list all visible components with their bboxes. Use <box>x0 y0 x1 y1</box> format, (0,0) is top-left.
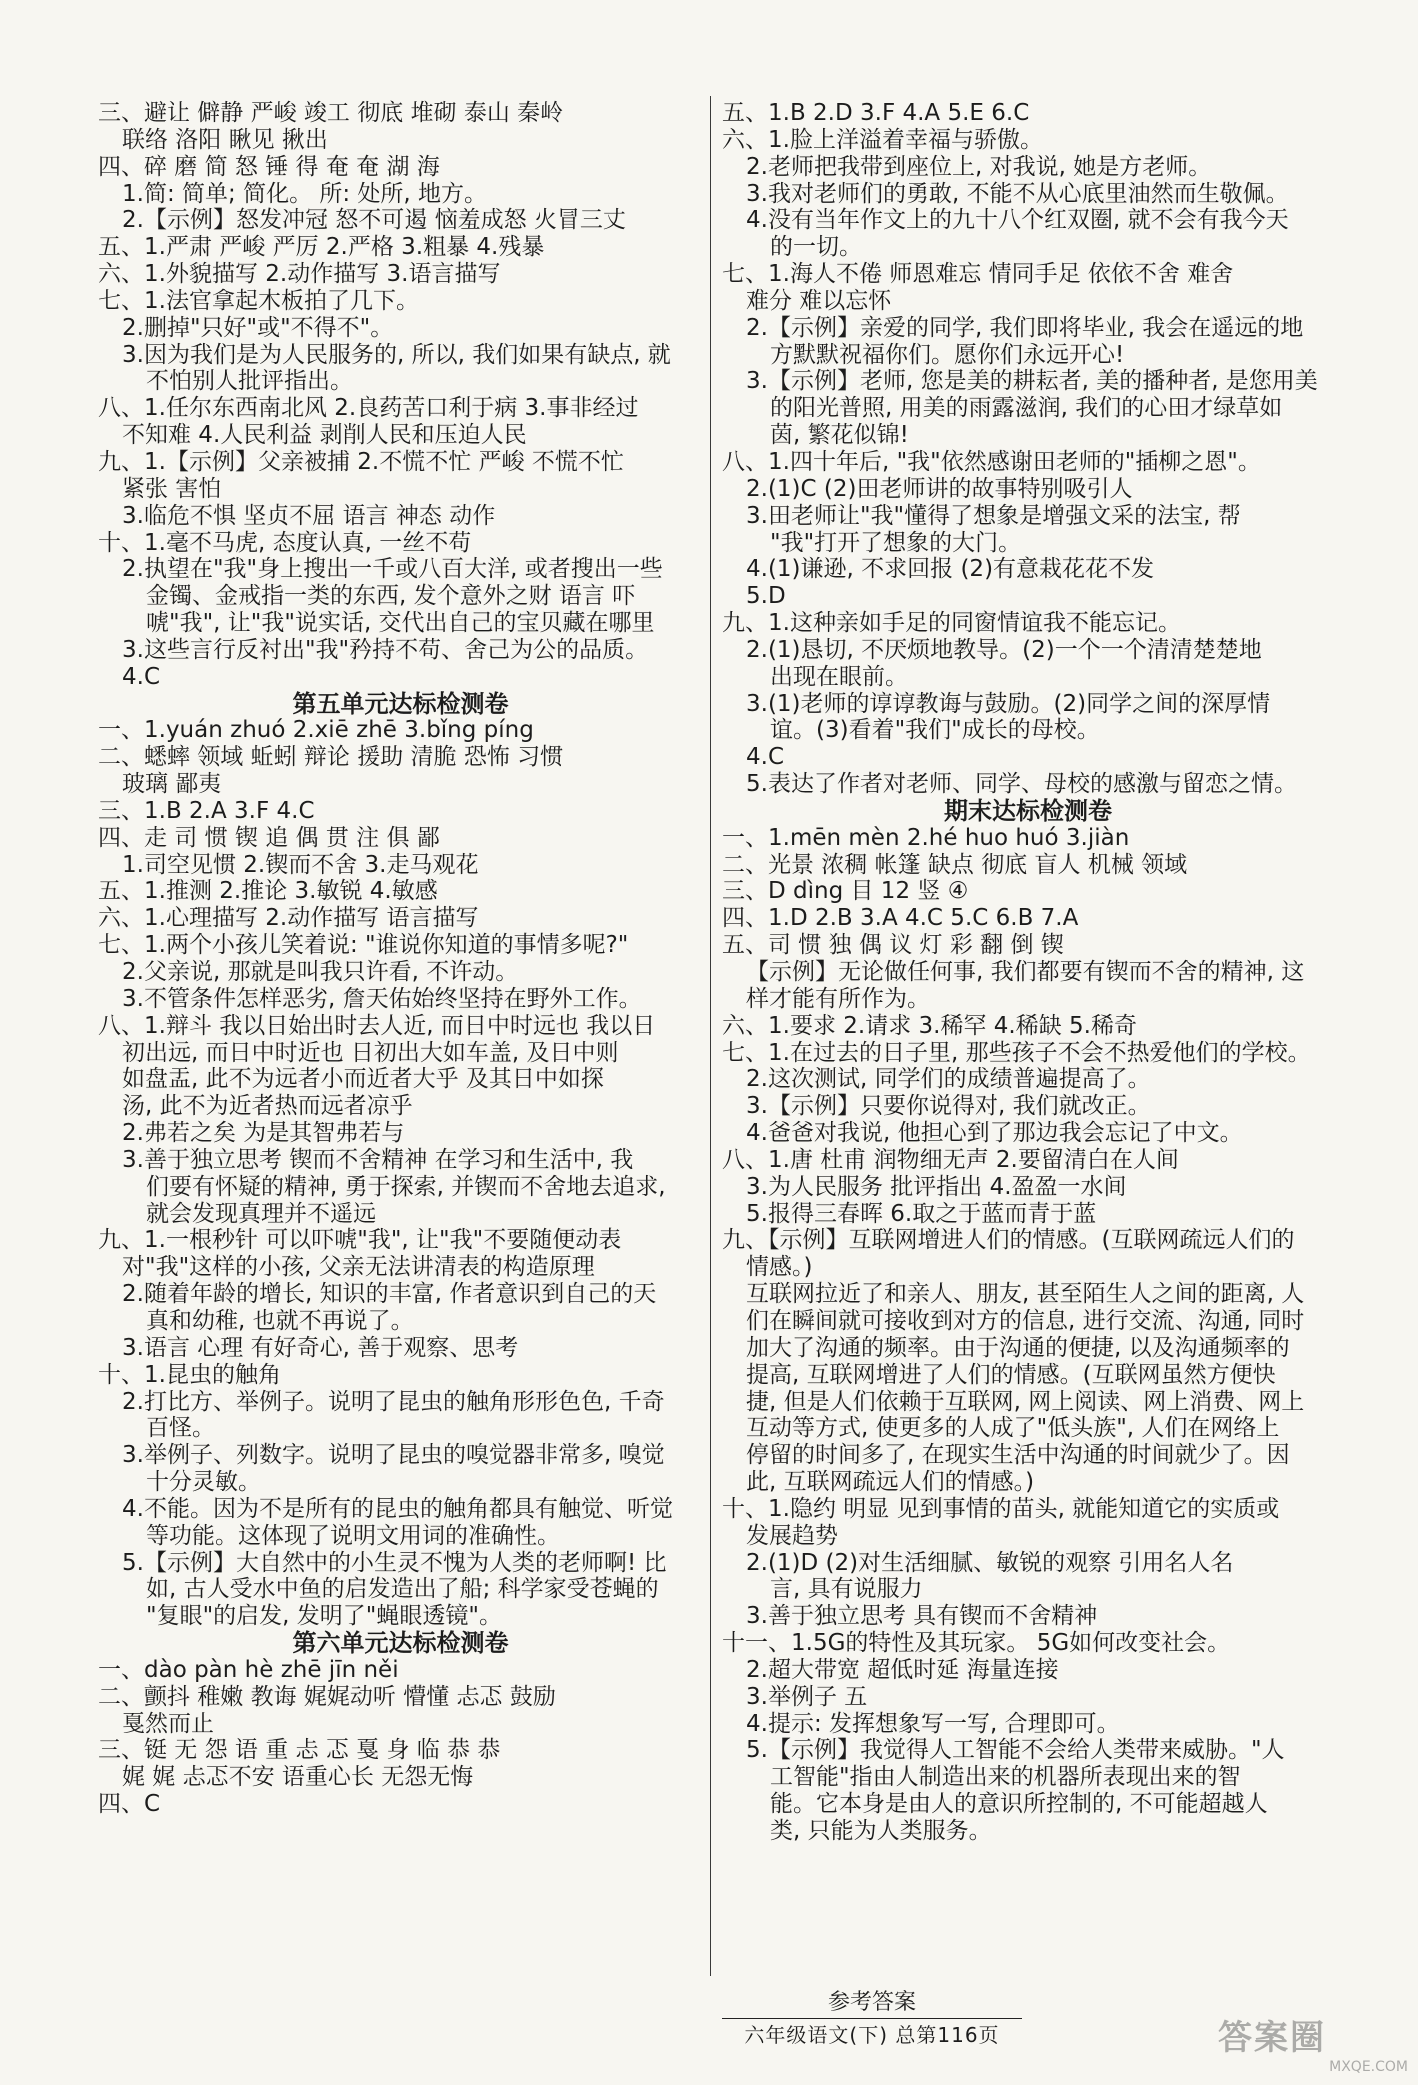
answer-line: 3.我对老师们的勇敢, 不能不从心底里油然而生敬佩。 <box>746 180 1289 207</box>
answer-line: 如, 古人受水中鱼的启发造出了船; 科学家受苍蝇的 <box>146 1576 659 1603</box>
answer-line: 4.不能。因为不是所有的昆虫的触角都具有触觉、听觉 <box>122 1495 673 1522</box>
answer-line: 们要有怀疑的精神, 勇于探索, 并锲而不舍地去追求, <box>146 1173 666 1200</box>
answer-line: 3.因为我们是为人民服务的, 所以, 我们如果有缺点, 就 <box>122 341 671 368</box>
answer-line: 5.D <box>746 583 786 610</box>
answer-line: 三、避让 僻静 严峻 竣工 彻底 堆砌 泰山 秦岭 <box>98 100 564 126</box>
answer-line: 3.【示例】只要你说得对, 我们就改正。 <box>746 1093 1151 1120</box>
answer-line: 3.临危不惧 坚贞不屈 语言 神态 动作 <box>122 502 496 529</box>
answer-line: 初出远, 而日中时近也 日初出大如车盖, 及日中则 <box>122 1039 619 1066</box>
answer-line: 3.举例子、列数字。说明了昆虫的嗅觉器非常多, 嗅觉 <box>122 1442 665 1469</box>
answer-line: 4.没有当年作文上的九十八个红双圈, 就不会有我今天 <box>746 207 1289 234</box>
answer-line: "我"打开了想象的大门。 <box>770 529 1022 556</box>
answer-line: 5.报得三春晖 6.取之于蓝而青于蓝 <box>746 1200 1097 1227</box>
answer-line: 十、1.昆虫的触角 <box>98 1361 281 1388</box>
answer-line: 3.【示例】老师, 您是美的耕耘者, 美的播种者, 是您用美 <box>746 368 1318 395</box>
answer-line: 七、1.两个小孩儿笑着说: "谁说你知道的事情多呢?" <box>98 932 629 959</box>
answer-line: 谊。(3)看着"我们"成长的母校。 <box>770 717 1100 744</box>
footer-page-info: 六年级语文(下) 总第116页 <box>744 2023 1000 2047</box>
answer-line: 难分 难以忘怀 <box>746 287 892 314</box>
answer-line: 3.语言 心理 有好奇心, 善于观察、思考 <box>122 1334 519 1361</box>
section-heading: 第六单元达标检测卷 <box>292 1628 509 1658</box>
answer-line: 能。它本身是由人的意识所控制的, 不可能超越人 <box>770 1791 1268 1818</box>
watermark-url: MXQE.COM <box>1329 2059 1408 2075</box>
answer-line: 就会发现真理并不遥远 <box>146 1200 376 1227</box>
answer-line: 三、1.B 2.A 3.F 4.C <box>98 797 315 824</box>
answer-line: 2.这次测试, 同学们的成绩普遍提高了。 <box>746 1066 1151 1093</box>
answer-line: 九、1.一根秒针 可以吓唬"我", 让"我"不要随便动表 <box>98 1227 622 1254</box>
answer-line: 出现在眼前。 <box>770 663 908 690</box>
answer-line: 六、1.要求 2.请求 3.稀罕 4.稀缺 5.稀奇 <box>722 1012 1137 1039</box>
answer-line: 一、1.yuán zhuó 2.xiē zhē 3.bǐng píng <box>98 717 534 744</box>
answer-line: 玻璃 鄙夷 <box>122 771 222 798</box>
answer-line: 4.C <box>746 744 785 771</box>
watermark-logo <box>1218 2010 1408 2078</box>
answer-line: 4.爸爸对我说, 他担心到了那边我会忘记了中文。 <box>746 1120 1243 1147</box>
answer-line: 捷, 但是人们依赖于互联网, 网上阅读、网上消费、网上 <box>746 1388 1305 1415</box>
answer-line: 5.【示例】大自然中的小生灵不愧为人类的老师啊! 比 <box>122 1549 667 1576</box>
answer-line: 对"我"这样的小孩, 父亲无法讲清表的构造原理 <box>122 1254 595 1281</box>
answer-line: 3.(1)老师的谆谆教诲与鼓励。(2)同学之间的深厚情 <box>746 690 1271 717</box>
answer-line: 戛然而止 <box>122 1710 214 1737</box>
answer-line: 一、dào pàn hè zhē jīn něi <box>98 1656 399 1683</box>
answer-line: 茵, 繁花似锦! <box>770 422 909 449</box>
answer-line: 2.删掉"只好"或"不得不"。 <box>122 314 394 341</box>
answer-line: 4.C <box>122 663 161 690</box>
answer-line: 金镯、金戒指一类的东西, 发个意外之财 语言 吓 <box>146 583 636 610</box>
answer-line: 四、C <box>98 1791 161 1818</box>
answer-line: 2.打比方、举例子。说明了昆虫的触角形形色色, 千奇 <box>122 1388 665 1415</box>
answer-line: 2.父亲说, 那就是叫我只许看, 不许动。 <box>122 959 519 985</box>
answer-line: 七、1.法官拿起木板拍了几下。 <box>98 287 419 314</box>
answer-line: 五、1.推测 2.推论 3.敏锐 4.敏感 <box>98 878 438 905</box>
answer-line: 类, 只能为人类服务。 <box>770 1818 992 1844</box>
answer-line: 样才能有所作为。 <box>746 985 930 1012</box>
watermark-mark: 答案圈 <box>1218 2018 1326 2058</box>
answer-line: 3.善于独立思考 锲而不舍精神 在学习和生活中, 我 <box>122 1146 634 1173</box>
answer-line: 汤, 此不为近者热而远者凉乎 <box>122 1093 413 1120</box>
answer-line: 九、【示例】互联网增进人们的情感。(互联网疏远人们的 <box>722 1227 1295 1254</box>
answer-line: 十一、1.5G的特性及其玩家。 5G如何改变社会。 <box>722 1630 1231 1657</box>
answer-line: 百怪。 <box>146 1415 215 1442</box>
answer-line: 3.善于独立思考 具有锲而不舍精神 <box>746 1603 1098 1630</box>
answer-line: 四、碎 磨 简 怒 锤 得 奄 奄 湖 海 <box>98 153 440 180</box>
answer-line: 紧张 害怕 <box>122 475 222 502</box>
answer-line: 三、D dìng 目 12 竖 ④ <box>722 878 969 905</box>
page-footer <box>722 1990 1022 2047</box>
answer-line: 不知难 4.人民利益 剥削人民和压迫人民 <box>122 422 527 449</box>
answer-line: 2.老师把我带到座位上, 对我说, 她是方老师。 <box>746 153 1212 180</box>
answer-line: 4.(1)谦逊, 不求回报 (2)有意栽花花不发 <box>746 556 1155 583</box>
answer-line: 八、1.辩斗 我以日始出时去人近, 而日中时远也 我以日 <box>98 1012 656 1039</box>
answer-line: 5.表达了作者对老师、同学、母校的感激与留恋之情。 <box>746 771 1297 798</box>
answer-line: 真和幼稚, 也就不再说了。 <box>146 1307 414 1334</box>
answer-line: 四、1.D 2.B 3.A 4.C 5.C 6.B 7.A <box>722 905 1079 932</box>
answer-line: 2.超大带宽 超低时延 海量连接 <box>746 1656 1059 1683</box>
answer-line: 1.简: 简单; 简化。 所: 处所, 地方。 <box>122 180 488 207</box>
answer-line: 十、1.隐约 明显 见到事情的苗头, 就能知道它的实质或 <box>722 1495 1280 1522</box>
answer-line: 八、1.任尔东西南北风 2.良药苦口利于病 3.事非经过 <box>98 395 639 422</box>
answer-line: 工智能"指由人制造出来的机器所表现出来的智 <box>770 1764 1241 1791</box>
answer-line: 二、颤抖 稚嫩 教诲 娓娓动听 懵懂 忐忑 鼓励 <box>98 1683 556 1710</box>
footer-title: 参考答案 <box>827 1990 916 2015</box>
answer-line: 等功能。这体现了说明文用词的准确性。 <box>146 1522 560 1549</box>
section-heading: 期末达标检测卷 <box>944 795 1112 825</box>
section-heading: 第五单元达标检测卷 <box>292 688 509 718</box>
column-divider <box>710 96 711 1976</box>
answer-line: 联络 洛阳 瞅见 揪出 <box>122 126 328 153</box>
answer-line: 一、1.mēn mèn 2.hé huo huó 3.jiàn <box>722 824 1130 851</box>
answer-line: 2.随着年龄的增长, 知识的丰富, 作者意识到自己的天 <box>122 1281 657 1308</box>
answer-line: 【示例】无论做任何事, 我们都要有锲而不舍的精神, 这 <box>746 959 1305 985</box>
answer-line: 互联网拉近了和亲人、朋友, 甚至陌生人之间的距离, 人 <box>746 1281 1305 1308</box>
answer-line: 八、1.四十年后, "我"依然感谢田老师的"插柳之恩"。 <box>722 448 1261 475</box>
right-column <box>722 100 1334 1845</box>
answer-line: 3.为人民服务 批评指出 4.盈盈一水间 <box>746 1173 1127 1200</box>
answer-line: 们在瞬间就可接收到对方的信息, 进行交流、沟通, 同时 <box>746 1307 1305 1334</box>
answer-line: 2.执望在"我"身上搜出一千或八百大洋, 或者搜出一些 <box>122 556 663 583</box>
answer-line: 4.提示: 发挥想象写一写, 合理即可。 <box>746 1710 1120 1737</box>
answer-line: 3.这些言行反衬出"我"矜持不苟、舍己为公的品质。 <box>122 636 649 663</box>
answer-line: 十、1.毫不马虎, 态度认真, 一丝不苟 <box>98 529 472 556</box>
answer-line: 唬"我", 让"我"说实话, 交代出自己的宝贝藏在哪里 <box>146 610 655 637</box>
answer-line: 加大了沟通的频率。由于沟通的便捷, 以及沟通频率的 <box>746 1334 1290 1361</box>
answer-line: 方默默祝福你们。愿你们永远开心! <box>770 341 1125 368</box>
answer-line: 六、1.脸上洋溢着幸福与骄傲。 <box>722 126 1043 153</box>
answer-line: "复眼"的启发, 发明了"蝇眼透镜"。 <box>146 1603 502 1630</box>
answer-line: 娓 娓 忐忑不安 语重心长 无怨无悔 <box>122 1764 474 1791</box>
answer-line: 的阳光普照, 用美的雨露滋润, 我们的心田才绿草如 <box>770 395 1283 422</box>
answer-line: 八、1.唐 杜甫 润物细无声 2.要留清白在人间 <box>722 1146 1179 1173</box>
answer-line: 七、1.在过去的日子里, 那些孩子不会不热爱他们的学校。 <box>722 1039 1311 1066</box>
answer-line: 十分灵敏。 <box>146 1469 261 1496</box>
answer-line: 1.司空见惯 2.锲而不舍 3.走马观花 <box>122 851 479 878</box>
answer-line: 发展趋势 <box>746 1522 838 1549</box>
answer-line: 互动等方式, 使更多的人成了"低头族", 人们在网络上 <box>746 1415 1280 1442</box>
answer-line: 六、1.心理描写 2.动作描写 语言描写 <box>98 905 479 932</box>
answer-line: 3.田老师让"我"懂得了想象是增强文采的法宝, 帮 <box>746 502 1241 529</box>
answer-line: 言, 具有说服力 <box>770 1576 923 1603</box>
left-column <box>98 100 703 1818</box>
answer-line: 提高, 互联网增进了人们的情感。(互联网虽然方便快 <box>746 1361 1276 1388</box>
answer-line: 2.弗若之矣 为是其智弗若与 <box>122 1120 405 1147</box>
answer-line: 九、1.这种亲如手足的同窗情谊我不能忘记。 <box>722 610 1181 637</box>
answer-line: 2.(1)恳切, 不厌烦地教导。(2)一个一个清清楚楚地 <box>746 636 1262 663</box>
answer-line: 的一切。 <box>770 234 862 261</box>
answer-line: 二、光景 浓稠 帐篷 缺点 彻底 盲人 机械 领域 <box>722 851 1188 878</box>
answer-line: 停留的时间多了, 在现实生活中沟通的时间就少了。因 <box>746 1442 1290 1469</box>
answer-line: 不怕别人批评指出。 <box>146 368 353 395</box>
answer-line: 2.【示例】怒发冲冠 怒不可遏 恼羞成怒 火冒三丈 <box>122 207 626 234</box>
answer-line: 九、1.【示例】父亲被捕 2.不慌不忙 严峻 不慌不忙 <box>98 448 624 475</box>
answer-line: 情感。) <box>746 1254 813 1281</box>
footer-rule <box>722 2018 1022 2019</box>
answer-line: 五、1.B 2.D 3.F 4.A 5.E 6.C <box>722 100 1030 126</box>
answer-line: 3.不管条件怎样恶劣, 詹天佑始终坚持在野外工作。 <box>122 985 642 1012</box>
answer-line: 三、铤 无 怨 语 重 忐 忑 戛 身 临 恭 恭 <box>98 1737 501 1764</box>
answer-line: 5.【示例】我觉得人工智能不会给人类带来威胁。"人 <box>746 1737 1285 1764</box>
answer-line: 3.举例子 五 <box>746 1683 868 1710</box>
answer-line: 四、走 司 惯 锲 追 偶 贯 注 俱 鄙 <box>98 824 440 851</box>
answer-line: 五、1.严肃 严峻 严厉 2.严格 3.粗暴 4.残暴 <box>98 234 545 261</box>
answer-line: 七、1.海人不倦 师恩难忘 情同手足 依依不舍 难舍 <box>722 261 1234 288</box>
answer-line: 如盘盂, 此不为远者小而近者大乎 及其日中如探 <box>122 1066 604 1093</box>
answer-line: 2.(1)D (2)对生活细腻、敏锐的观察 引用名人名 <box>746 1549 1234 1576</box>
answer-line: 2.(1)C (2)田老师讲的故事特别吸引人 <box>746 475 1133 502</box>
answer-line: 二、蟋蟀 领域 蚯蚓 辩论 援助 清脆 恐怖 习惯 <box>98 744 564 771</box>
answer-line: 此, 互联网疏远人们的情感。) <box>746 1469 1035 1496</box>
answer-line: 2.【示例】亲爱的同学, 我们即将毕业, 我会在遥远的地 <box>746 314 1304 341</box>
answer-line: 六、1.外貌描写 2.动作描写 3.语言描写 <box>98 261 501 288</box>
answer-line: 五、司 惯 独 偶 议 灯 彩 翻 倒 锲 <box>722 932 1064 959</box>
